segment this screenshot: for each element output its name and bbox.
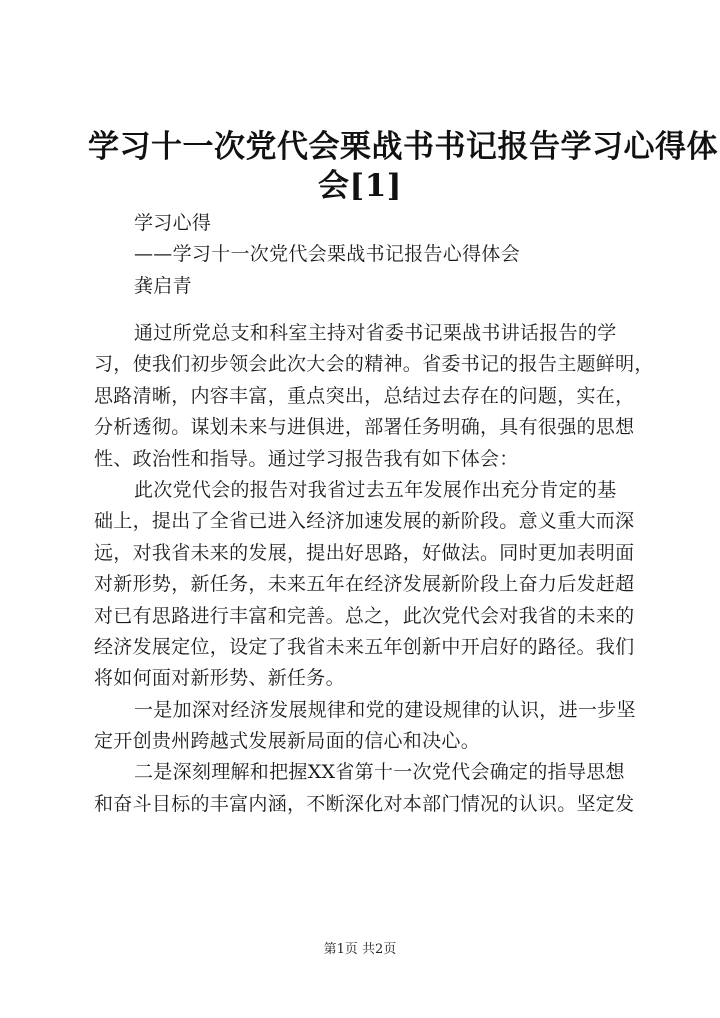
page-footer: 第1页 共2页 bbox=[323, 942, 397, 957]
paragraph bbox=[94, 318, 654, 475]
paragraph bbox=[94, 695, 639, 758]
paragraph-line: 通过所党总支和科室主持对省委书记栗战书讲话报告的学 bbox=[134, 322, 617, 344]
paragraph-line: 经济发展定位，设定了我省未来五年创新中开启好的路径。我们 bbox=[94, 635, 635, 658]
paragraph-line: 和奋斗目标的丰富内涵，不断深化对本部门情况的认识。坚定发 bbox=[94, 792, 635, 815]
author-name: 龚启青 bbox=[134, 274, 192, 297]
title-line: 学习十一次党代会栗战书书记报告学习心得体 bbox=[88, 129, 718, 165]
paragraph-line: 对新形势，新任务，未来五年在经济发展新阶段上奋力后发赶超 bbox=[94, 573, 635, 596]
title-line: 会[1] bbox=[318, 168, 402, 204]
paragraph-line: 此次党代会的报告对我省过去五年发展作出充分肯定的基 bbox=[134, 478, 617, 501]
paragraph-line: 定开创贵州跨越式发展新局面的信心和决心。 bbox=[94, 730, 481, 753]
paragraph bbox=[94, 475, 639, 695]
paragraph-line: 性、政治性和指导。通过学习报告我有如下体会： bbox=[94, 447, 519, 470]
paragraph-line: 础上，提出了全省已进入经济加速发展的新阶段。意义重大而深 bbox=[94, 510, 635, 533]
paragraph-line: 一是加深对经济发展规律和党的建设规律的认识，进一步坚 bbox=[134, 698, 636, 721]
paragraph-line: 将如何面对新形势、新任务。 bbox=[94, 667, 345, 690]
subtitle-heading: 学习心得 bbox=[134, 212, 212, 234]
paragraph-line: 二是深刻理解和把握XX省第十一次党代会确定的指导思想 bbox=[134, 761, 625, 784]
subtitle-line: ——学习十一次党代会栗战书记报告心得体会 bbox=[134, 243, 521, 266]
paragraph bbox=[94, 757, 639, 820]
document-body bbox=[94, 318, 654, 820]
paragraph-line: 思路清晰，内容丰富，重点突出，总结过去存在的问题，实在， bbox=[94, 384, 635, 407]
paragraph-line: 远，对我省未来的发展，提出好思路，好做法。同时更加表明面 bbox=[94, 541, 635, 564]
document-title bbox=[88, 128, 718, 206]
paragraph-line: 对已有思路进行丰富和完善。总之，此次党代会对我省的未来的 bbox=[94, 604, 635, 627]
document-header-block bbox=[94, 208, 639, 302]
paragraph-line: 习，使我们初步领会此次大会的精神。省委书记的报告主题鲜明， bbox=[94, 353, 654, 376]
paragraph-line: 分析透彻。谋划未来与进俱进，部署任务明确，具有很强的思想 bbox=[94, 416, 635, 439]
